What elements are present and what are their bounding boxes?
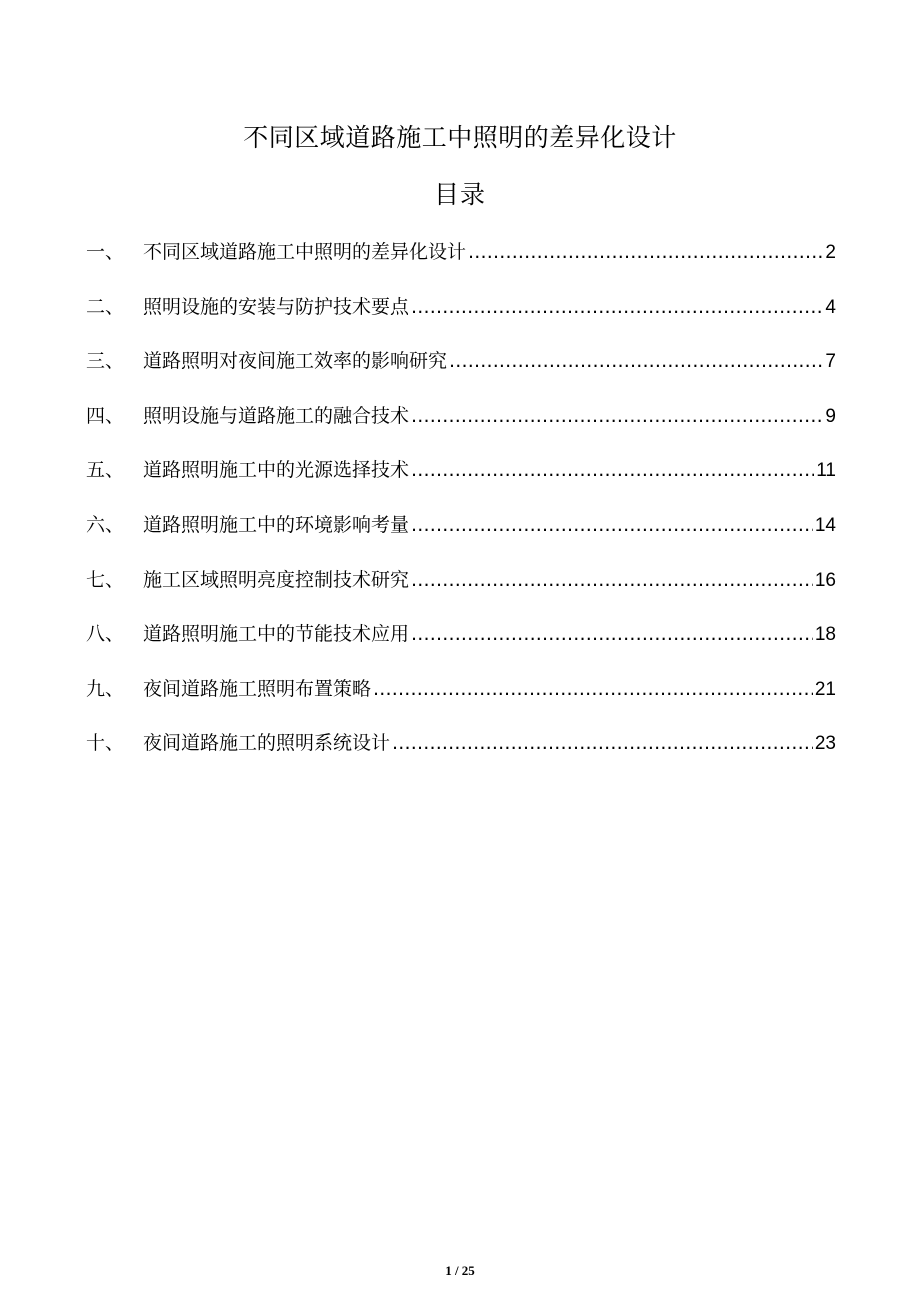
toc-entry-page[interactable]: 9 (825, 405, 836, 427)
toc-entry[interactable] (86, 287, 836, 342)
toc-dot-leader (411, 450, 814, 490)
toc-entry[interactable] (86, 232, 836, 287)
toc-entry-page[interactable]: 11 (816, 460, 836, 482)
toc-heading: 目录 (433, 180, 486, 209)
toc-dot-leader (411, 287, 823, 327)
toc-dot-leader (373, 669, 813, 709)
toc-entry-number: 四、 (86, 404, 125, 427)
toc-entry-title[interactable]: 夜间道路施工的照明系统设计 (143, 732, 391, 755)
toc-entry[interactable] (86, 669, 836, 724)
toc-entry-number: 八、 (86, 623, 125, 646)
toc-entry-title[interactable]: 夜间道路施工照明布置策略 (143, 677, 372, 700)
toc-entry-number: 七、 (86, 568, 125, 591)
toc-entry-number: 二、 (86, 295, 125, 318)
toc-dot-leader (392, 723, 813, 763)
toc-entry[interactable] (86, 396, 836, 451)
toc-entry-title[interactable]: 道路照明对夜间施工效率的影响研究 (143, 350, 448, 373)
toc-entry[interactable] (86, 614, 836, 669)
toc-entry[interactable] (86, 560, 836, 615)
toc-entry[interactable] (86, 723, 836, 778)
toc-entry-number: 五、 (86, 459, 125, 482)
toc-entry[interactable] (86, 505, 836, 560)
toc-entry-number: 一、 (86, 241, 125, 263)
toc-dot-leader (411, 614, 813, 654)
toc-dot-leader (468, 232, 823, 272)
toc-dot-leader (411, 396, 823, 436)
toc-entry-page[interactable]: 21 (814, 678, 836, 700)
toc-dot-leader (411, 560, 813, 600)
toc-entry-page[interactable]: 16 (814, 569, 836, 591)
toc-entry-number: 十、 (86, 732, 125, 755)
document-title: 不同区域道路施工中照明的差异化设计 (243, 123, 677, 152)
toc-entry-title[interactable]: 照明设施的安装与防护技术要点 (143, 295, 410, 318)
toc-entry-title[interactable]: 道路照明施工中的环境影响考量 (143, 513, 410, 536)
toc-entry-title[interactable]: 照明设施与道路施工的融合技术 (143, 404, 410, 427)
toc-entry[interactable] (86, 341, 836, 396)
toc-entry-page[interactable]: 2 (825, 242, 836, 263)
table-of-contents (86, 232, 836, 778)
toc-entry-number: 三、 (86, 350, 125, 373)
toc-entry-page[interactable]: 7 (825, 351, 836, 373)
toc-entry-page[interactable]: 14 (814, 514, 836, 536)
page-number-footer: 1 / 25 (445, 1263, 475, 1278)
toc-dot-leader (449, 341, 823, 381)
toc-entry-title[interactable]: 不同区域道路施工中照明的差异化设计 (143, 241, 467, 263)
toc-entry-number: 六、 (86, 513, 125, 536)
toc-dot-leader (411, 505, 813, 545)
toc-entry-title[interactable]: 道路照明施工中的光源选择技术 (143, 459, 410, 482)
toc-entry-title[interactable]: 施工区域照明亮度控制技术研究 (143, 568, 410, 591)
toc-entry-number: 九、 (86, 677, 125, 700)
toc-entry-page[interactable]: 18 (814, 624, 836, 646)
toc-entry-page[interactable]: 23 (814, 733, 836, 755)
toc-entry-page[interactable]: 4 (825, 296, 836, 318)
toc-entry-title[interactable]: 道路照明施工中的节能技术应用 (143, 623, 410, 646)
toc-entry[interactable] (86, 450, 836, 505)
